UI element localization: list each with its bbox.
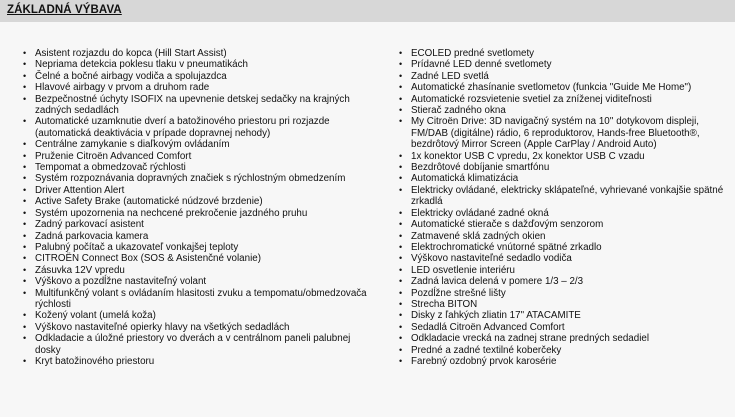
equipment-list-item: • Zadný parkovací asistent [22,219,367,230]
equipment-list-item: • Bezdrôtové dobíjanie smartfónu [398,162,728,173]
equipment-list-item: • Zásuvka 12V vpredu [22,265,367,276]
equipment-list-item: • Automatické rozsvietenie svetiel za zníženej viditeľnosti [398,94,728,105]
equipment-list-item: • Bezpečnostné úchyty ISOFIX na upevnenie detskej sedačky na krajných zadných sedadlách [22,94,367,117]
equipment-list-item: • Strecha BITON [398,299,728,310]
equipment-list-item: • 1x konektor USB C vpredu, 2x konektor USB C vzadu [398,151,728,162]
equipment-list-item: • Pozdĺžne strešné lišty [398,288,728,299]
equipment-list-item: • Automatická klimatizácia [398,173,728,184]
equipment-list-item: • Kožený volant (umelá koža) [22,310,367,321]
equipment-list-item: • Sedadlá Citroën Advanced Comfort [398,322,728,333]
equipment-list-item: • Stierač zadného okna [398,105,728,116]
equipment-list-item: • Multifunkčný volant s ovládaním hlasitosti zvuku a tempomatu/obmedzovača rýchlosti [22,288,367,311]
section-title: ZÁKLADNÁ VÝBAVA [7,4,122,16]
equipment-list-item: • Elektrochromatické vnútorné spätné zrkadlo [398,242,728,253]
equipment-list-item: • Výškovo a pozdĺžne nastaviteľný volant [22,276,367,287]
equipment-list-item: • Zadná lavica delená v pomere 1/3 – 2/3 [398,276,728,287]
equipment-list-item: • Automatické zhasínanie svetlometov (funkcia "Guide Me Home") [398,82,728,93]
equipment-list-item: • Výškovo nastaviteľné opierky hlavy na všetkých sedadlách [22,322,367,333]
equipment-list-item: • Automatické stierače s dažďovým senzorom [398,219,728,230]
equipment-list-item: • Kryt batožinového priestoru [22,356,367,367]
equipment-list-item: • Active Safety Brake (automatické núdzové brzdenie) [22,196,367,207]
equipment-list-item: • Elektricky ovládané, elektricky sklápateľné, vyhrievané vonkajšie spätné zrkadlá [398,185,728,208]
equipment-list-item: • Nepriama detekcia poklesu tlaku v pneumatikách [22,59,367,70]
equipment-list-item: • Asistent rozjazdu do kopca (Hill Start Assist) [22,48,367,59]
left-equipment-list [22,48,367,367]
right-equipment-list [398,48,728,367]
equipment-list-item: • Disky z ľahkých zliatin 17" ATACAMITE [398,310,728,321]
equipment-list-item: • Zadné LED svetlá [398,71,728,82]
equipment-list-item: • Farebný ozdobný prvok karosérie [398,356,728,367]
equipment-list-item: • Hlavové airbagy v prvom a druhom rade [22,82,367,93]
equipment-list-item: • My Citroën Drive: 3D navigačný systém na 10'' dotykovom displeji, FM/DAB (digitálne) rádio, 6 reproduktorov, Hands-free Bluetooth®, bezdrôtový Mirror Screen (Apple CarPlay / Android Auto) [398,116,728,150]
equipment-list-item: • Zatmavené sklá zadných okien [398,231,728,242]
equipment-list-item: • Palubný počítač a ukazovateľ vonkajšej teploty [22,242,367,253]
equipment-list-item: • Pruženie Citroën Advanced Comfort [22,151,367,162]
equipment-list-item: • Driver Attention Alert [22,185,367,196]
equipment-list-item: • Systém rozpoznávania dopravných značiek s rýchlostným obmedzením [22,173,367,184]
equipment-list-item: • Tempomat a obmedzovač rýchlosti [22,162,367,173]
equipment-list-item: • Odkladacie vrecká na zadnej strane predných sedadiel [398,333,728,344]
equipment-list-item: • ECOLED predné svetlomety [398,48,728,59]
equipment-list-item: • Elektricky ovládané zadné okná [398,208,728,219]
equipment-list-item: • Automatické uzamknutie dverí a batožinového priestoru pri rozjazde (automatická deaktivácia v prípade dopravnej nehody) [22,116,367,139]
equipment-list-item: • Čelné a bočné airbagy vodiča a spolujazdca [22,71,367,82]
equipment-list-item: • Centrálne zamykanie s diaľkovým ovládaním [22,139,367,150]
equipment-panel [0,22,735,417]
equipment-list-item: • Prídavné LED denné svetlomety [398,59,728,70]
equipment-list-item: • Zadná parkovacia kamera [22,231,367,242]
equipment-list-item: • Výškovo nastaviteľné sedadlo vodiča [398,253,728,264]
equipment-list-item: • LED osvetlenie interiéru [398,265,728,276]
equipment-list-item: • CITROËN Connect Box (SOS & Asistenčné volanie) [22,253,367,264]
equipment-list-item: • Odkladacie a úložné priestory vo dverách a v centrálnom paneli palubnej dosky [22,333,367,356]
section-header [0,0,735,23]
equipment-list-item: • Systém upozornenia na nechcené prekročenie jazdného pruhu [22,208,367,219]
equipment-list-item: • Predné a zadné textilné koberčeky [398,345,728,356]
